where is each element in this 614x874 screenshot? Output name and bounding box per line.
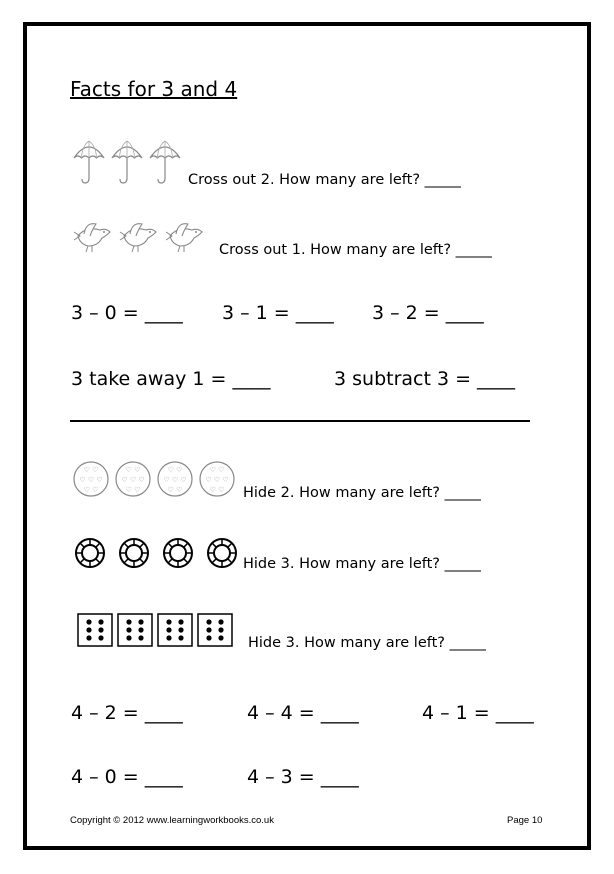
heart-ball-group [72, 460, 236, 498]
umbrella-icon [148, 138, 182, 186]
umbrella-group [72, 138, 182, 186]
dice-six-icon [77, 613, 113, 647]
ring-group [74, 537, 238, 569]
section-divider [70, 420, 530, 422]
svg-text:♡ ♡ ♡: ♡ ♡ ♡ [121, 476, 145, 484]
svg-text:♡ ♡: ♡ ♡ [209, 466, 225, 474]
heart-ball-icon [156, 460, 194, 498]
equation-3-2: 3 – 2 = ____ [372, 302, 484, 324]
heart-ball-icon [72, 460, 110, 498]
question-5: Hide 3. How many are left? _____ [248, 635, 486, 651]
bird-icon [118, 218, 160, 254]
ring-icon [118, 537, 150, 569]
copyright-footer: Copyright © 2012 www.learningworkbooks.co.uk [70, 815, 274, 826]
svg-text:♡ ♡: ♡ ♡ [125, 466, 141, 474]
bird-group [72, 218, 206, 254]
svg-text:♡ ♡: ♡ ♡ [125, 486, 141, 494]
ring-icon [162, 537, 194, 569]
bird-icon [164, 218, 206, 254]
equation-4-2: 4 – 2 = ____ [71, 702, 183, 724]
question-1: Cross out 2. How many are left? _____ [188, 172, 461, 188]
svg-text:♡ ♡: ♡ ♡ [167, 466, 183, 474]
equation-4-0: 4 – 0 = ____ [71, 766, 183, 788]
question-4: Hide 3. How many are left? _____ [243, 556, 481, 572]
ring-icon [74, 537, 106, 569]
page-number: Page 10 [507, 815, 543, 826]
umbrella-icon [110, 138, 144, 186]
svg-text:♡ ♡: ♡ ♡ [209, 486, 225, 494]
equation-3-take-away-1: 3 take away 1 = ____ [71, 368, 271, 390]
svg-text:♡ ♡: ♡ ♡ [167, 486, 183, 494]
bird-icon [72, 218, 114, 254]
svg-text:♡ ♡: ♡ ♡ [83, 466, 99, 474]
equation-4-4: 4 – 4 = ____ [247, 702, 359, 724]
equation-4-3: 4 – 3 = ____ [247, 766, 359, 788]
page-title: Facts for 3 and 4 [70, 77, 238, 101]
question-3: Hide 2. How many are left? _____ [243, 485, 481, 501]
dice-six-icon [157, 613, 193, 647]
question-2: Cross out 1. How many are left? _____ [219, 242, 492, 258]
ring-icon [206, 537, 238, 569]
svg-text:♡ ♡ ♡: ♡ ♡ ♡ [205, 476, 229, 484]
dice-six-icon [117, 613, 153, 647]
equation-3-0: 3 – 0 = ____ [71, 302, 183, 324]
dice-group [77, 613, 233, 647]
svg-text:♡ ♡: ♡ ♡ [83, 486, 99, 494]
heart-ball-icon [114, 460, 152, 498]
umbrella-icon [72, 138, 106, 186]
equation-4-1: 4 – 1 = ____ [422, 702, 534, 724]
equation-3-1: 3 – 1 = ____ [222, 302, 334, 324]
equation-3-subtract-3: 3 subtract 3 = ____ [334, 368, 516, 390]
svg-text:♡ ♡ ♡: ♡ ♡ ♡ [163, 476, 187, 484]
dice-six-icon [197, 613, 233, 647]
svg-text:♡ ♡ ♡: ♡ ♡ ♡ [79, 476, 103, 484]
heart-ball-icon [198, 460, 236, 498]
